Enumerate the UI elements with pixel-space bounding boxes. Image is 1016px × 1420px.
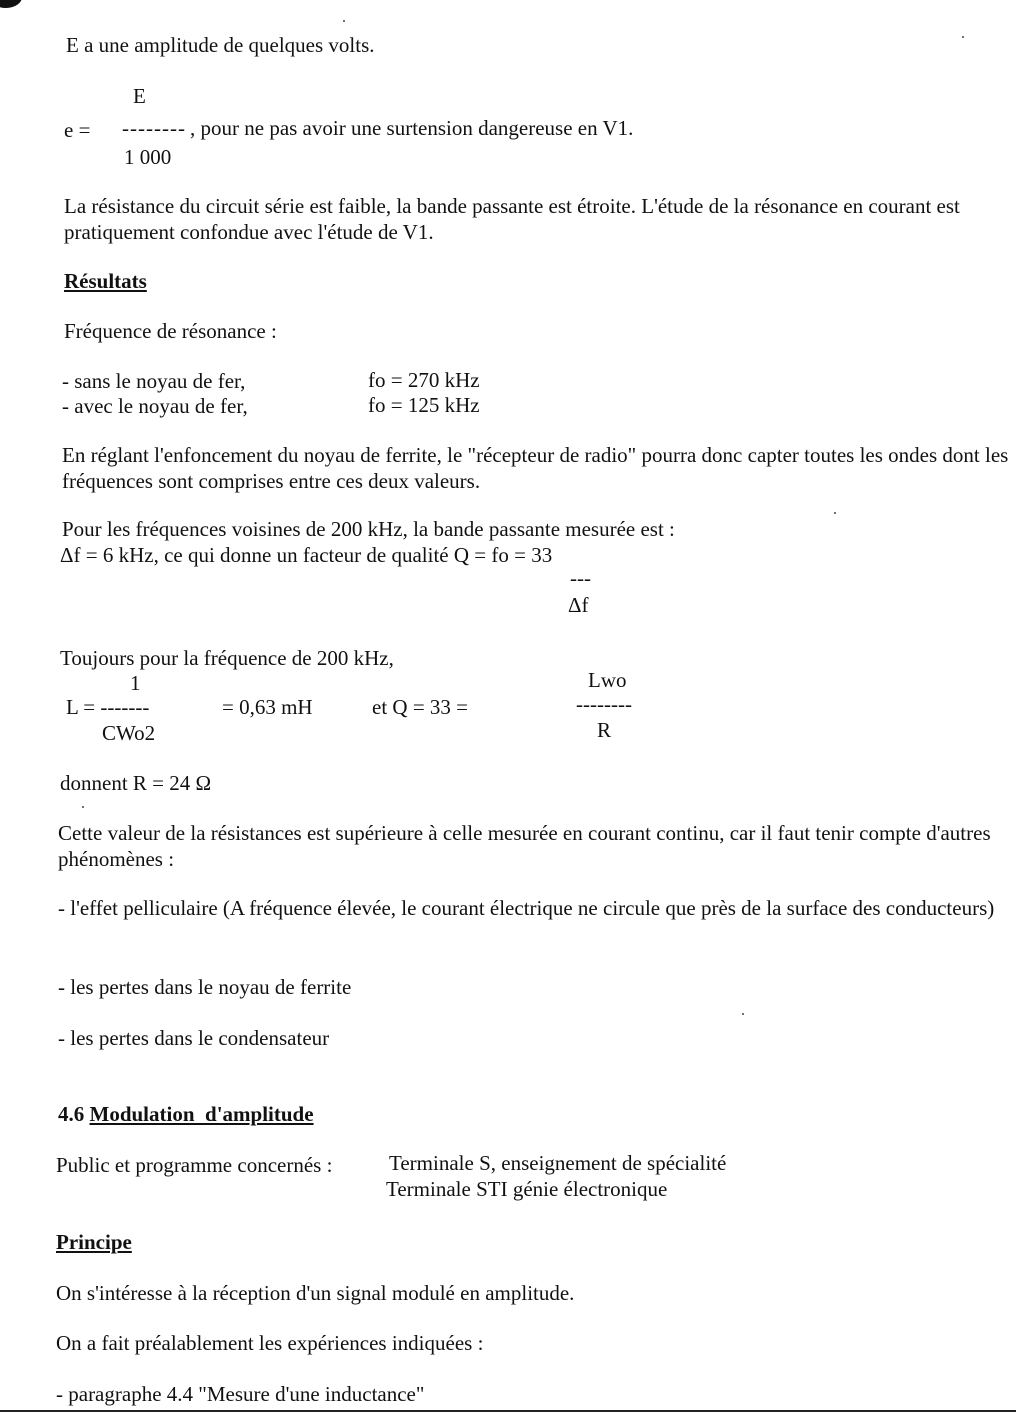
bullet-item: - les pertes dans le noyau de ferrite: [58, 975, 352, 999]
resonance-row-label: - sans le noyau de fer,: [62, 369, 246, 393]
section-number: 4.6: [58, 1102, 85, 1126]
formula-fraction-bar: --------: [122, 116, 186, 140]
toujours-line: Toujours pour la fréquence de 200 kHz,: [60, 646, 394, 670]
results-heading: Résultats: [64, 269, 147, 293]
scan-speck: [82, 806, 84, 808]
public-line-2: Terminale STI génie électronique: [386, 1177, 668, 1201]
section-heading: [58, 1102, 314, 1126]
q-fraction-bar: ---: [570, 566, 591, 590]
bullet-item: - l'effet pelliculaire (A fréquence élevée, le courant électrique ne circule que près de la surface des conducteurs): [58, 896, 995, 920]
formula-rest: , pour ne pas avoir une surtension dangereuse en V1.: [190, 116, 634, 140]
principe-text-2: On a fait préalablement les expériences indiquées :: [56, 1331, 484, 1355]
bandwidth-line-1: Pour les fréquences voisines de 200 kHz, la bande passante mesurée est :: [62, 517, 675, 541]
scan-speck: [834, 512, 836, 514]
L-result: = 0,63 mH: [222, 695, 313, 719]
public-label: Public et programme concernés :: [56, 1153, 333, 1177]
tuning-paragraph: En réglant l'enfoncement du noyau de ferrite, le "récepteur de radio" pourra donc capter toutes les ondes dont les fréquences sont comprises entre ces deux valeurs.: [62, 443, 1009, 494]
formula-lhs: e =: [64, 118, 91, 142]
amplitude-line: E a une amplitude de quelques volts.: [66, 33, 375, 57]
scan-speck: [962, 36, 964, 38]
bandwidth-line-2: Δf = 6 kHz, ce qui donne un facteur de qualité Q = fo = 33: [60, 543, 553, 567]
lwo-fraction-bar: --------: [576, 692, 632, 716]
resonance-row-label: - avec le noyau de fer,: [62, 394, 248, 418]
q-denominator: Δf: [568, 593, 589, 617]
q-expression: et Q = 33 =: [372, 695, 469, 719]
formula-denominator: 1 000: [124, 145, 172, 169]
L-numerator: 1: [130, 671, 141, 695]
bullet-item: - les pertes dans le condensateur: [58, 1026, 330, 1050]
L-lhs: L = -------: [66, 695, 150, 719]
donnent-line: donnent R = 24 Ω: [60, 771, 212, 795]
lwo-numerator: Lwo: [588, 668, 627, 692]
principe-bullet: - paragraphe 4.4 "Mesure d'une inductance": [56, 1382, 425, 1406]
resonance-row-value: fo = 270 kHz: [368, 368, 480, 392]
public-line-1: Terminale S, enseignement de spécialité: [389, 1151, 727, 1175]
principe-text-1: On s'intéresse à la réception d'un signal modulé en amplitude.: [56, 1281, 575, 1305]
scan-corner-mark: [0, 0, 22, 8]
section-title: Modulation d'amplitude: [89, 1102, 314, 1126]
lwo-denominator: R: [597, 718, 612, 742]
bottom-rule: [0, 1410, 1016, 1412]
formula-numerator: E: [133, 84, 146, 108]
resistance-paragraph: La résistance du circuit série est faible, la bande passante est étroite. L'étude de la résonance en courant est pratiquement confondue avec l'étude de V1.: [64, 194, 960, 245]
L-denominator: CWo2: [102, 721, 156, 745]
scan-speck: [742, 1013, 744, 1015]
resonance-label: Fréquence de résonance :: [64, 319, 277, 343]
scan-speck: [343, 20, 345, 22]
resistance-note: Cette valeur de la résistances est supérieure à celle mesurée en courant continu, car il faut tenir compte d'autres phénomènes :: [58, 821, 991, 872]
resonance-row-value: fo = 125 kHz: [368, 393, 480, 417]
principe-heading: Principe: [56, 1230, 132, 1254]
